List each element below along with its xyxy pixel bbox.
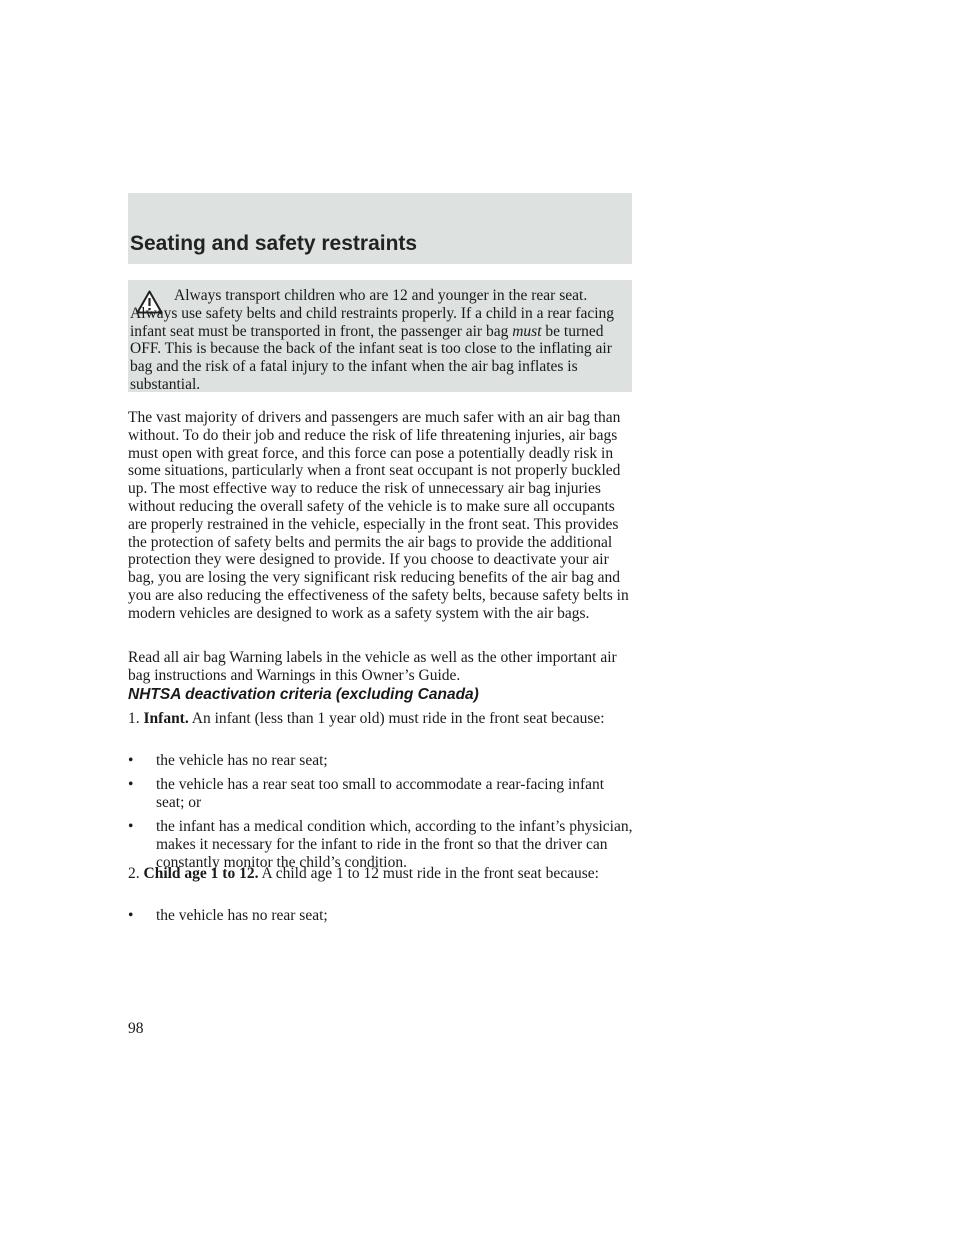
warning-emphasis: must bbox=[512, 322, 542, 340]
bullet-dot: • bbox=[128, 818, 134, 835]
item-number: 1. bbox=[128, 710, 140, 727]
bullet-dot: • bbox=[128, 907, 134, 924]
paragraph-read-warnings: Read all air bag Warning labels in the vehicle as well as the other important air bag instructions and Warnings in this Owner’s Guide. bbox=[128, 649, 617, 684]
item-label: Child age 1 to 12. bbox=[143, 865, 259, 882]
bullet-text: the vehicle has no rear seat; bbox=[156, 752, 328, 769]
list-item bbox=[128, 818, 634, 871]
bullet-dot: • bbox=[128, 752, 134, 769]
nhtsa-criteria-heading: NHTSA deactivation criteria (excluding Canada) bbox=[128, 686, 479, 703]
item-number: 2. bbox=[128, 865, 140, 882]
warning-text-after: be turned OFF. This is because the back of the infant seat is too close to the inflating air bag and the risk of a fatal injury to the infant when the air bag inflates is substantial. bbox=[130, 322, 612, 393]
page-number: 98 bbox=[128, 1020, 144, 1037]
criteria-item-infant bbox=[128, 710, 634, 728]
item-text: A child age 1 to 12 must ride in the front seat because: bbox=[261, 865, 599, 882]
bullet-text: the infant has a medical condition which, according to the infant’s physician, makes it necessary for the infant to ride in the front so that the driver can constantly monitor the child’s condition. bbox=[156, 818, 633, 871]
criteria-item-child bbox=[128, 865, 634, 883]
bullet-text: the vehicle has a rear seat too small to accommodate a rear-facing infant seat; or bbox=[156, 776, 605, 811]
item-label: Infant. bbox=[143, 710, 189, 727]
bullet-dot: • bbox=[128, 776, 134, 793]
list-item bbox=[128, 907, 634, 925]
section-title: Seating and safety restraints bbox=[130, 232, 418, 255]
item-text: An infant (less than 1 year old) must ride in the front seat because: bbox=[191, 710, 605, 727]
warning-text-before: Always transport children who are 12 and younger in the rear seat. Always use safety belts and child restraints properly. If a child in a rear facing infant seat must be transported in front, the passenger air bag bbox=[130, 287, 615, 340]
paragraph-air-bag-safety: The vast majority of drivers and passengers are much safer with an air bag than without. To do their job and reduce the risk of life threatening injuries, air bags must open with great force, and this force can pose a potentially deadly risk in some situations, particularly when a front seat occupant is not properly buckled up. The most effective way to reduce the risk of unnecessary air bag injuries without reducing the overall safety of the vehicle is to make sure all occupants are properly restrained in the vehicle, especially in the front seat. This provides the protection of safety belts and permits the air bags to provide the additional protection they were designed to provide. If you choose to deactivate your air bag, you are losing the very significant risk reducing benefits of the air bag and you are also reducing the effectiveness of the safety belts, because safety belts in modern vehicles are designed to work as a safety system with the air bags. bbox=[128, 409, 629, 622]
warning-text bbox=[130, 287, 628, 394]
list-item bbox=[128, 752, 634, 770]
bullet-text: the vehicle has no rear seat; bbox=[156, 907, 328, 924]
list-item bbox=[128, 776, 634, 812]
